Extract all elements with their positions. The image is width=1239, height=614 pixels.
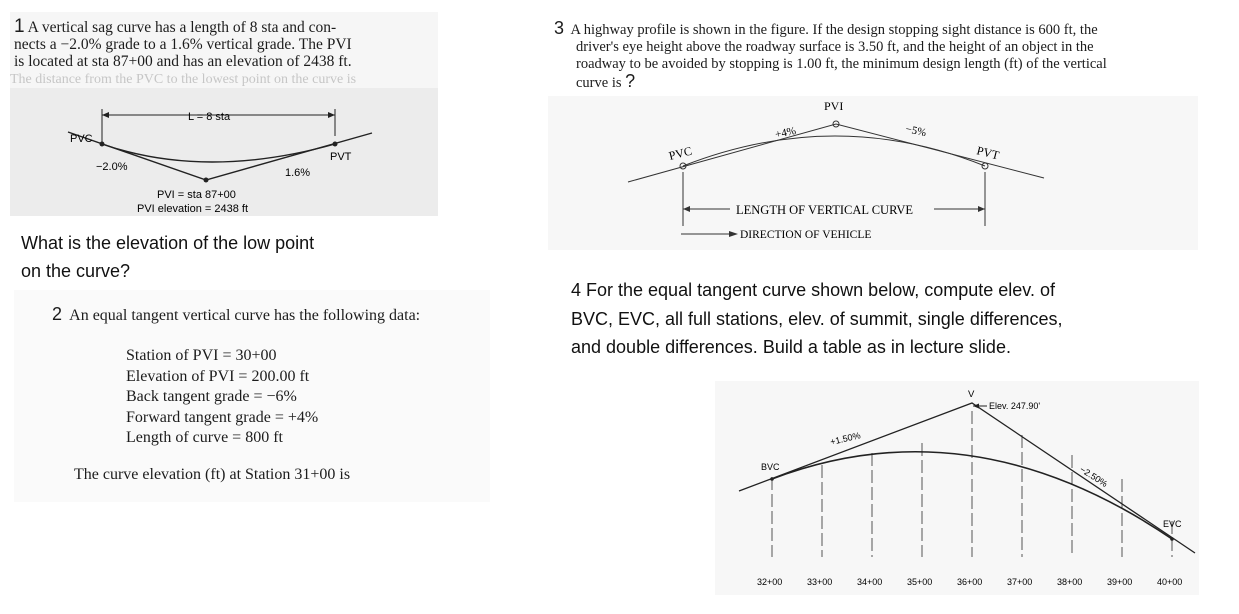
forward-grade-label: 1.6% bbox=[285, 167, 311, 179]
length-label: L = 8 sta bbox=[188, 111, 231, 123]
station-label: 35+00 bbox=[907, 577, 933, 587]
pvc-point bbox=[100, 142, 105, 147]
back-grade-label: −2.0% bbox=[96, 161, 128, 173]
problem-4-statement: 4 For the equal tangent curve shown below, compute elev. of BVC, EVC, all full stations, elev. of summit, single differences, and double differences. Build a table as in lecture slide. bbox=[571, 280, 1063, 357]
problem-2-number: 2 bbox=[52, 304, 63, 324]
forward-grade-label: −5% bbox=[904, 123, 928, 140]
problem-2-panel bbox=[14, 290, 490, 502]
pvc-label: PVC bbox=[667, 143, 694, 163]
evc-label: EVC bbox=[1163, 519, 1182, 529]
problem-3-number: 3 bbox=[554, 18, 565, 38]
bvc-point bbox=[770, 477, 774, 481]
pvi-station-label: PVI = sta 87+00 bbox=[157, 189, 236, 201]
pvi-elevation-label: PVI elevation = 2438 ft bbox=[137, 203, 248, 215]
problem-2-intro: 2 An equal tangent vertical curve has the following data: bbox=[52, 304, 421, 324]
bvc-label: BVC bbox=[761, 462, 780, 472]
problem-1-panel bbox=[10, 12, 438, 216]
problem-1-statement: 1 A vertical sag curve has a length of 8 sta and con- nects a −2.0% grade to a 1.6% vertical grade. The PVI is located at sta 87+00 and has an elevation of 2438 ft. bbox=[14, 16, 352, 70]
pvt-point bbox=[333, 142, 338, 147]
evc-point bbox=[1170, 537, 1174, 541]
problem-1-number: 1 bbox=[14, 16, 25, 37]
elevation-label: Elev. 247.90' bbox=[989, 401, 1041, 411]
pvi-label: PVI bbox=[824, 99, 844, 113]
direction-of-vehicle-label: DIRECTION OF VEHICLE bbox=[740, 229, 872, 241]
back-grade-label: +1.50% bbox=[829, 430, 862, 447]
problem-3-statement: 3 A highway profile is shown in the figure. If the design stopping sight distance is 600 ft, the driver's eye height above the roadway surface is 3.50 ft, and the height of an object in the roadway to be avoided by stopping is 1.00 ft, the minimum design length (ft) of the vertical curve is ? bbox=[554, 18, 1107, 91]
vertex-label: V bbox=[968, 389, 975, 400]
length-of-curve-label: LENGTH OF VERTICAL CURVE bbox=[736, 203, 914, 217]
pvt-label: PVT bbox=[975, 143, 1001, 163]
problem-4-panel bbox=[715, 381, 1199, 595]
station-label: 37+00 bbox=[1007, 577, 1033, 587]
problem-2-data: Station of PVI = 30+00 Elevation of PVI = 200.00 ft Back tangent grade = −6% Forward tangent grade = +4% Length of curve = 800 ft bbox=[126, 347, 319, 446]
station-label: 40+00 bbox=[1157, 577, 1183, 587]
pvc-label: PVC bbox=[70, 133, 93, 145]
problem-4-crest-curve-figure bbox=[715, 381, 1199, 595]
station-label: 36+00 bbox=[957, 577, 983, 587]
problem-1-question: What is the elevation of the low point on the curve? bbox=[21, 233, 315, 281]
station-label: 39+00 bbox=[1107, 577, 1133, 587]
station-label: 34+00 bbox=[857, 577, 883, 587]
problem-1-sag-curve-figure bbox=[10, 88, 438, 216]
problem-3-panel bbox=[548, 12, 1198, 250]
back-grade-label: +4% bbox=[774, 124, 798, 141]
station-label: 32+00 bbox=[757, 577, 783, 587]
station-label: 38+00 bbox=[1057, 577, 1083, 587]
forward-grade-label: −2.50% bbox=[1077, 464, 1110, 490]
pvt-label: PVT bbox=[330, 151, 352, 163]
problem-1-faded-text: The distance from the PVC to the lowest point on the curve is bbox=[10, 72, 357, 87]
problem-2-question: The curve elevation (ft) at Station 31+00 is bbox=[74, 466, 351, 483]
problem-3-crest-curve-figure bbox=[548, 96, 1198, 250]
pvi-point bbox=[204, 178, 209, 183]
question-mark: ? bbox=[625, 71, 636, 91]
station-label: 33+00 bbox=[807, 577, 833, 587]
